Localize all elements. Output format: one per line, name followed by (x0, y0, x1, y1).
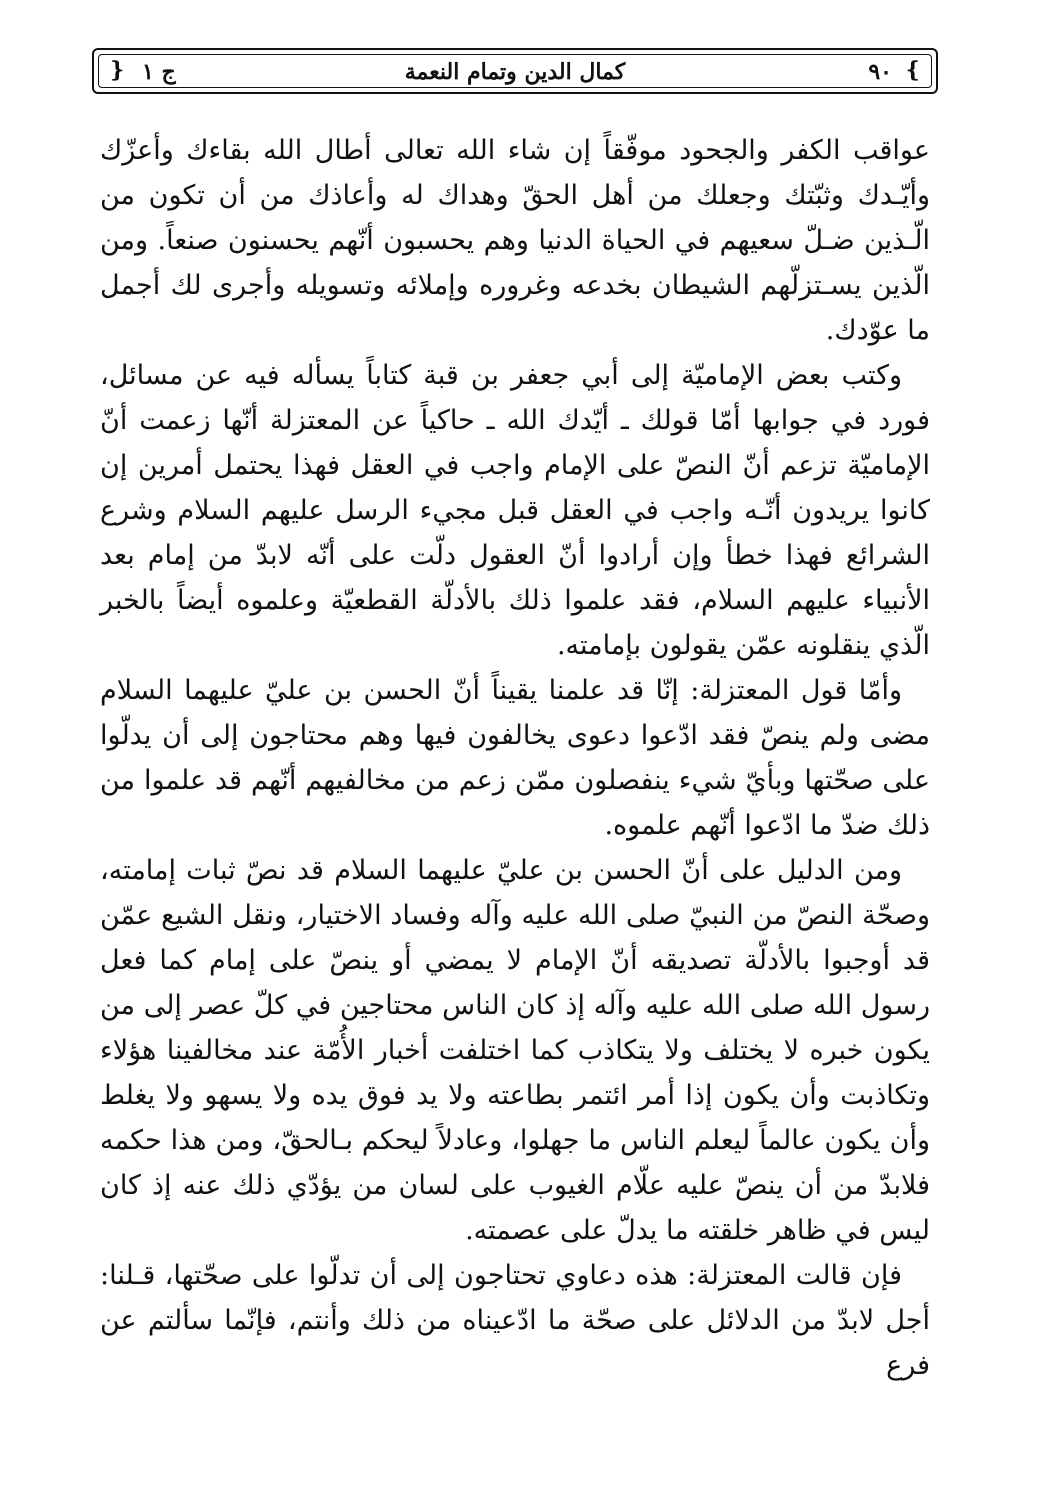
book-title: كمال الدين وتمام النعمة (404, 59, 626, 85)
paragraph-2: وكتب بعض الإماميّة إلى أبي جعفر بن قبة كتاباً يسأله فيه عن مسائل، فورد في جوابها أمّا قولك ـ أيّدك الله ـ حاكياً عن المعتزلة أنّها زعمت أنّ الإماميّة تزعم أنّ النصّ على الإمام واجب في العقل فهذا يحتمل أمرين إن كانوا يريدون أنّـه واجب في العقل قبل مجيء الرسل عليهم السلام وشرع الشرائع فهذا خطأ وإن أرادوا أنّ العقول دلّت على أنّه لابدّ من إمام بعد الأنبياء عليهم السلام، فقد علموا ذلك بالأدلّة القطعيّة وعلموه أيضاً بالخبر الّذي ينقلونه عمّن يقولون بإمامته. (100, 360, 930, 661)
paragraph-3: وأمّا قول المعتزلة: إنّا قد علمنا يقيناً أنّ الحسن بن عليّ عليهما السلام مضى ولم ينصّ فقد ادّعوا دعوى يخالفون فيها وهم محتاجون إلى أن يدلّوا على صحّتها وبأيّ شيء ينفصلون ممّن زعم من مخالفيهم أنّهم قد علموا من ذلك ضدّ ما ادّعوا أنّهم علموه. (100, 675, 930, 841)
paragraph-5: فإن قالت المعتزلة: هذه دعاوي تحتاجون إلى أن تدلّوا على صحّتها، قـلنا: أجل لابدّ من الدلائل على صحّة ما ادّعيناه من ذلك وأنتم، فإنّما سألتم عن فرع (100, 1260, 930, 1381)
main-text (100, 128, 930, 1388)
volume-number: ج ١ (142, 59, 176, 85)
paragraph-1: عواقب الكفر والجحود موفّقاً إن شاء الله تعالى أطال الله بقاءك وأعزّك وأيّـدك وثبّتك وجعلك من أهل الحقّ وهداك له وأعاذك من أن تكون من الّـذين ضـلّ سعيهم في الحياة الدنيا وهم يحسبون أنّهم يحسنون صنعاً. ومن الّذين يسـتزلّهم الشيطان بخدعه وغروره وإملائه وتسويله وأجرى لك أجمل ما عوّدك. (100, 135, 930, 346)
header-left-ornament: ❴ (107, 58, 127, 83)
page-number: ٩٠ (868, 59, 892, 85)
header-right-ornament: ❵ (903, 58, 923, 83)
paragraph-4: ومن الدليل على أنّ الحسن بن عليّ عليهما السلام قد نصّ ثبات إمامته، وصحّة النصّ من النبيّ صلى الله عليه وآله وفساد الاختيار، ونقل الشيع عمّن قد أوجبوا بالأدلّة تصديقه أنّ الإمام لا يمضي أو ينصّ على إمام كما فعل رسول الله صلى الله عليه وآله إذ كان الناس محتاجين في كلّ عصر إلى من يكون خبره لا يختلف ولا يتكاذب كما اختلفت أخبار الأُمّة عند مخالفينا هؤلاء وتكاذبت وأن يكون إذا أمر ائتمر بطاعته ولا يد فوق يده ولا يسهو ولا يغلط وأن يكون عالماً ليعلم الناس ما جهلوا، وعادلاً ليحكم بـالحقّ، ومن هذا حكمه فلابدّ من أن ينصّ عليه علّام الغيوب على لسان من يؤدّي ذلك عنه إذ كان ليس في ظاهر خلقته ما يدلّ على عصمته. (100, 855, 930, 1246)
running-header (92, 48, 938, 94)
